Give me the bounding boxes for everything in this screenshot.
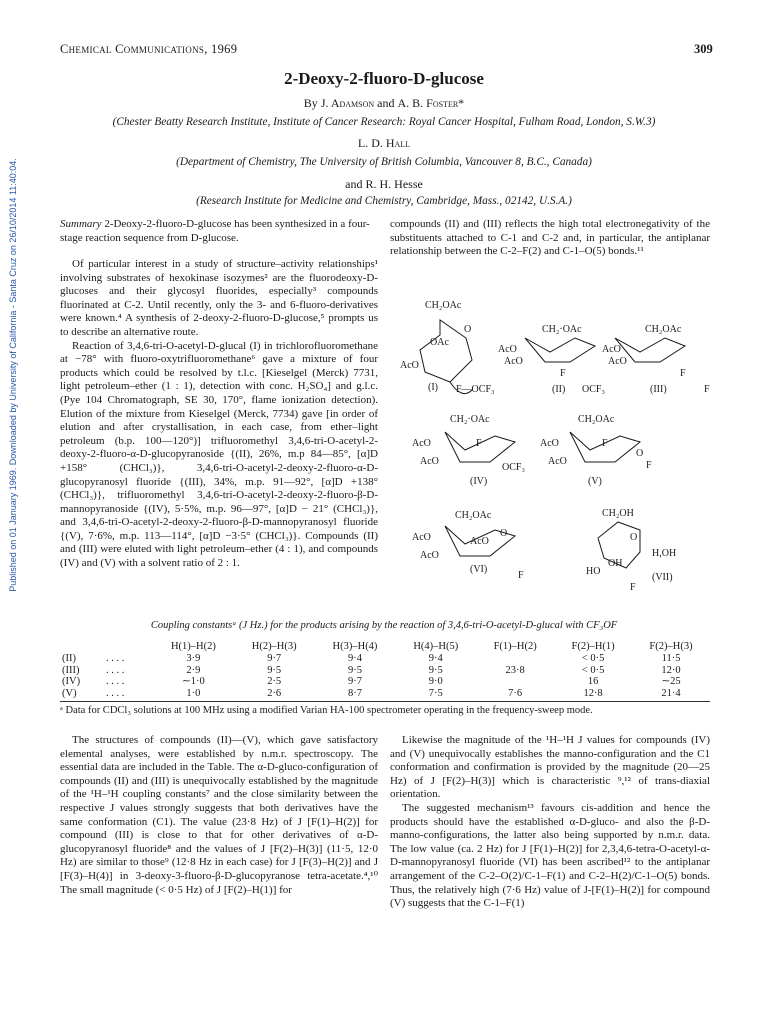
compound-label-v: (V) [588,476,602,487]
left-column-lower [60,734,378,897]
aco-label-ii-a: AcO [498,344,517,355]
aco-label-i: AcO [400,360,419,371]
row-label: (V) [62,687,77,699]
table-cell: 16 [587,676,599,687]
summary-label: Summary [60,218,102,230]
table-bottom-rule [60,701,710,702]
table-cell: ∼1·0 [182,676,205,687]
ch2oac-label-i: CH₂OAc [425,300,462,311]
table-cell: 2·6 [267,687,282,699]
author-hall: L. D. Hall [357,136,411,150]
table-cell [476,676,554,688]
table-cell: 7·6 [508,687,523,699]
compound-label-vi: (VI) [470,564,488,575]
aco-label-ii-b: AcO [504,356,523,367]
summary-block [60,218,378,245]
table-row [60,688,710,700]
ch2oac-label-iii: CH₂OAc [645,324,682,335]
ch2oh-label-vii: CH₂OH [602,508,634,519]
row-leader: . . . . [106,653,125,664]
table-footnote: ᵃ Data for CDCl₃ solutions at 100 MHz using a modified Varian HA-100 spectrometer operating in the frequency-sweep mode. [60,705,593,716]
row-leader: . . . . [106,676,125,687]
aco-label-iv-b: AcO [420,456,439,467]
table-caption: Coupling constantsᵃ (J Hz.) for the products arising by the reaction of 3,4,6-tri-O-acetyl-D-glucal with CF₃OF [150,620,618,631]
aco-label-v-a: AcO [540,438,559,449]
ch2oac-label-vi: CH₂OAc [455,510,492,521]
paragraph-reaction: Reaction of 3,4,6-tri-O-acetyl-D-glucal (I) in trichlorofluoromethane at −78° with fluoro-oxytrifluoromethane⁶ gave a mixture of four products which could be resolved by t.l.c. [Kieselgel (Merck) 7731, light petroleum–ether (1 : 1), detection with conc. H₂SO₄] and g.l.c. (Pye 104 Chromatograph, SE 30, 170°, flame ionization detection). Elution of the mixture from Kieselgel (Merck, 7734) gave [in order of elution and after crystallisation, in each case, from ether–light petroleum (b.p. 100—120°)] trifluoromethyl 3,4,6-tri-O-acetyl-2-deoxy-2-fluoro-α-D-glucopyranoside {(II), 26%, m.p 84—85°, [α]D +158° (CHCl₃)}, 3,4,6-tri-O-acetyl-2-deoxy-2-fluoro-α-D-glucopyranosyl fluoride {(III), 34%, m.p. 91—92°, [α]D +138° (CHCl₃)}, trifluoromethyl 3,4,6-tri-O-acetyl-2-deoxy-2-fluoro-β-D-mannopyranoside {(IV), 5·5%, m.p. 96—97°, [α]D − 21° (CHCl₃)}, and 3,4,6-tri-O-acetyl-2-deoxy-2-fluoro-β-D-mannopyranosyl fluoride {(V), 7·6%, m.p. 113—114°, [α]D −3·5° (CHCl₃)}. Compounds (II) and (III) were eluted with light petroleum–ether (4 : 1), and compounds (IV) and (V) with a solvent ratio of 2 : 1. [60,339,378,570]
f-label-vii: F [630,582,636,593]
left-column-body [60,258,378,571]
table-cell: 7·5 [428,687,443,699]
table-cell: 9·5 [428,664,443,676]
table-cell: ∼25 [661,676,681,687]
compound-label-vii: (VII) [652,572,673,583]
author-1: J. Adamson [320,96,375,110]
author-hesse: and R. H. Hesse [345,177,423,191]
row-leader: . . . . [106,687,125,699]
table-header-row [60,640,710,653]
table-cell: 12·0 [661,664,681,676]
ch2oac-label-ii: CH₂·OAc [542,324,582,335]
table-row [60,653,710,665]
o-label-v: O [636,448,644,459]
author-2: A. B. Foster* [397,96,465,110]
f-label-iv: F [476,438,482,449]
table-row [60,676,710,688]
paragraph-mechanism: The suggested mechanism¹³ favours cis-addition and hence the products should have the established α-D-gluco- and also the β-D-manno-configurations, the latter also being supported by n.m.r. data. The low value (ca. 2 Hz) for J [F(1)–H(2)] for 2,3,4,6-tetra-O-acetyl-α-D-mannopyranosyl fluoride (VI) has been ascribed¹² to the antiplanar arrangement of the C-2–O(2)/C-1–F(1) and C-2–H(2)/C-1–O(5) bonds. Thus, the relatively high (7·6 Hz) value of J-[F(1)–H(2)] for compound (V) suggests that the C-1–F(1) [390,801,710,910]
table-cell: 9·5 [347,664,362,676]
paragraph-electronegativity: compounds (II) and (III) reflects the high total electronegativity of the substituents attached to C-1 and C-2 and, in particular, the antiplanar relationship between the C-2–F(2) and C-1–O(5) bonds.¹¹ [390,218,710,258]
aco-label-iii-b: AcO [608,356,627,367]
table-cell: 9·4 [428,653,443,664]
table-cell: < 0·5 [581,664,605,676]
table-cell: 21·4 [661,687,681,699]
paragraph-intro: Of particular interest in a study of structure–activity relationships¹ involving substrates of hexokinase isozymes² are the fluorodeoxy-D-glucoses and their glycosyl fluorides, especially³ compounds fluorinated at C-2. Until recently, only the 3- and 6-fluoro-derivatives were known.⁴ A synthesis of 2-deoxy-2-fluoro-D-glucose,⁵ prompts us to describe an alternative route. [60,258,378,338]
ocf3-label-ii: OCF₃ [582,384,605,395]
by-word: By [303,96,318,110]
aco-label-iv-a: AcO [412,438,431,449]
paragraph-structures: The structures of compounds (II)—(V), which gave satisfactory elemental analyses, were established by n.m.r. spectroscopy. The essential data are included in the Table. The α-D-gluco-configuration of compounds (II) and (III) is unequivocally established by the magnitude of the ¹H–¹H coupling constants⁷ and the close similarity between the respective J values strongly suggests that both derivatives have the same conformation (C1). The value (23·8 Hz) of J [F(1)–H(2)] for compound (III) is close to that for other derivatives of α-D-glucopyranosyl fluoride⁸ and the values of J [F(2)–H(3)] (11·5, 12·0 Hz) are similar to those⁹ (12·8 Hz in each case) for J [F(3)–H(2)] and J [F(3)–H(4)] in 3-deoxy-3-fluoro-β-D-glucopyranose tetra-acetate.⁴,¹⁰ The small magnitude (< 0·5 Hz) of J [F(2)–H(1)] for [60,734,378,896]
compound-label-ii: (II) [552,384,566,395]
header-spacer [60,640,104,653]
table-cell: 8·7 [347,687,362,699]
table-cell: 2·9 [186,664,201,676]
download-stamp-text: Published on 01 January 1969. Downloaded by University of California - Santa Cruz on 26/10/2014 11:40:04. [8,158,18,592]
summary-text: 2-Deoxy-2-fluoro-D-glucose has been synthesized in a four-stage reaction sequence from D-glucose. [60,218,370,244]
table-row [60,665,710,677]
table-cell: 9·5 [267,664,282,676]
table-cell: 3·9 [186,653,201,664]
row-label: (II) [62,653,76,664]
f-label-vi: F [518,570,524,581]
row-label: (III) [62,664,80,676]
table-cell: 23·8 [505,664,525,676]
f-label-v-a: F [602,438,608,449]
table-cell: 9·4 [347,653,362,664]
right-column-lower [390,734,710,911]
ch2oac-label-iv: CH₂·OAc [450,414,490,425]
right-column-top [390,218,710,259]
focf3-label: F—OCF₃ [456,384,495,395]
column-header: F(2)–H(3) [649,641,693,652]
f-label-iii-b: F [704,384,710,395]
o-label-vii: O [630,532,638,543]
oac-label-i: OAc [430,337,449,348]
ho-label-vii: HO [586,566,601,577]
column-header: F(2)–H(1) [571,641,615,652]
table-cell: 11·5 [661,653,681,664]
aco-label-vi-b: AcO [420,550,439,561]
column-header: H(1)–H(2) [170,641,216,652]
ocf3-label-iv: OCF₃ [502,462,525,473]
compound-label-i: (I) [428,382,438,393]
o-label-i: O [464,324,472,335]
header-spacer-dots [104,640,153,653]
coupling-constants-table [60,640,710,699]
table-cell: 9·7 [347,676,362,687]
column-header: H(3)–H(4) [332,641,378,652]
table-cell [476,653,554,665]
table-cell: 12·8 [583,687,603,699]
aco-label-v-b: AcO [548,456,567,467]
o-label-vi: O [500,528,508,539]
affiliation-rimac: (Research Institute for Medicine and Chemistry, Cambridge, Mass., 02142, U.S.A.) [196,195,572,207]
and-word: and [377,96,395,110]
table-cell: < 0·5 [581,653,605,664]
affiliation-ubc: (Department of Chemistry, The University of British Columbia, Vancouver 8, B.C., Canada) [176,156,592,168]
column-header: F(1)–H(2) [493,641,537,652]
table-cell: 1·0 [186,687,201,699]
page-number: 309 [694,42,713,56]
table-cell: 9·7 [267,653,282,664]
compound-label-iv: (IV) [470,476,488,487]
author-line [0,96,768,111]
row-label: (IV) [62,676,81,687]
row-leader: . . . . [106,664,125,676]
compound-label-iii: (III) [650,384,667,395]
column-header: H(2)–H(3) [251,641,297,652]
aco-label-iii-a: AcO [602,344,621,355]
f-label-iii-a: F [680,368,686,379]
f-label-ii: F [560,368,566,379]
paragraph-manno: Likewise the magnitude of the ¹H–¹H J values for compounds (IV) and (V) unequivocally establishes the manno-configuration and the C1 conformation and confirmation is provided by the magnitude (20—25 Hz) of J [F(2)–H(3)] which is characteristic ⁹,¹² of trans-diaxial orientation. [390,734,710,801]
ch2oac-label-v: CH₂OAc [578,414,615,425]
table-cell: 9·0 [428,676,443,687]
structures-scheme [390,290,720,600]
affiliation-chester: (Chester Beatty Research Institute, Institute of Cancer Research: Royal Cancer Hospital, Fulham Road, London, S.W.3) [112,116,656,128]
aco-label-vi-c: AcO [470,536,489,547]
aco-label-vi-a: AcO [412,532,431,543]
article-title: 2-Deoxy-2-fluoro-D-glucose [284,69,484,88]
oh-label-vii: OH [608,558,623,569]
table-cell: 2·5 [267,676,282,687]
running-header-journal: Chemical Communications, 1969 [60,42,238,56]
h-oh-label-vii: H,OH [652,548,677,559]
f-label-v-b: F [646,460,652,471]
column-header: H(4)–H(5) [413,641,459,652]
